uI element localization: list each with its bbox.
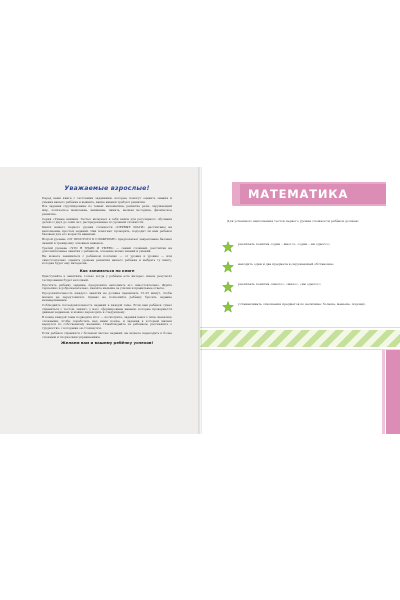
task-item	[222, 301, 372, 315]
paragraph: Соблюдайте последовательность заданий в каждой теме. Если вам ребёнок сумел справиться с тестом, значит, у него сформированы навыки, которые проверяются данным заданием, и можно переходить к следующему.	[42, 303, 172, 315]
task-text: различать понятия «один – много», «один – ни одного»;	[238, 241, 330, 246]
task-text: находить один и два предмета в окружающей обстановке;	[238, 261, 334, 266]
paragraph: Приступайте к занятиям, только когда у ребёнка есть интерес, иначе результат тестирования будет неточный.	[42, 274, 172, 282]
stripe-border-bottom	[200, 349, 400, 350]
intro-text: Для успешного выполнения тестов первого уровня сложности ребёнок должен:	[227, 219, 359, 223]
paragraph: Прочтите ребёнку задание, предложите выполнить его самостоятельно. Ждите терпеливо и доброжелательно, хвалите малыша за усилия и правильные ответы.	[42, 282, 172, 291]
task-text: устанавливать отношения предметов по величине: больше, меньше, поровну.	[238, 301, 366, 306]
pink-edge-strip	[382, 350, 385, 434]
closing-line: Желаем вам и вашему ребёнку успехов!	[60, 339, 154, 345]
task-item	[222, 241, 372, 255]
paragraph: Все задания сгруппированы по темам: математика, развитие речи, окружающий мир, логическое мышление, внимание, память, мелкая моторика, физическое развитие.	[42, 204, 172, 216]
paragraph: Серия «Умные книжки. Тесты» включает в себя книги для регулярного обучения детей от двух до семи лет, распределённые по уровням сложности.	[42, 216, 172, 225]
paragraph: Третий уровень «ЧТО Я ЗНАЮ И УМЕЮ» — самый сложный, рассчитан на дополнительные занятия с ребёнком, освоение новых знаний и умений.	[42, 245, 172, 254]
stripe-border-top	[200, 327, 400, 328]
left-page-title: Уважаемые взрослые!	[64, 185, 150, 192]
title-banner	[232, 182, 386, 206]
paragraph: В конце каждой темы подведите итог — посмотрите, задания какого типа оказались сложными, чтобы поработать над ними позже, и задания к которым малыш вернулся по собственному желанию. Понаблюдайте за ребёнком, расскажите о трудностях, с которыми он столкнулся.	[42, 315, 172, 331]
book-spine	[198, 167, 202, 434]
star-icon	[222, 281, 234, 293]
right-page	[200, 167, 400, 434]
paragraph: Вы можете заниматься с ребёнком поэтапно — от уровня к уровню — или самостоятельно оценить уровень развития вашего ребёнка и выбрать ту книгу, которая будет ему интересна.	[42, 254, 172, 266]
task-text: различать понятия «много», «мало», «ни одного»;	[238, 281, 321, 286]
paragraph: Второй уровень «ОТ ПРОСТОГО К СЛОЖНОМУ» предполагает закрепление базовых знаний и тренировку основных навыков.	[42, 237, 172, 245]
section-subtitle: Как заниматься по книге	[79, 267, 135, 273]
left-page-body	[42, 197, 172, 345]
star-icon	[222, 241, 234, 253]
decorative-stripes	[200, 330, 400, 347]
task-item	[222, 281, 372, 295]
pink-corner-block	[386, 350, 400, 434]
book-spread	[0, 167, 400, 434]
left-page	[0, 167, 200, 434]
paragraph: Перед вами книга с тестовыми заданиями, которые помогут оценить знания и умения вашего ребёнка и выявить, какие навыки требуют развития.	[42, 196, 172, 204]
paragraph: Продолжительность каждого занятия не должна превышать 15–25 минут, чтобы малыш не переутомился. Однако не позволяйте ребёнку бросать задание незавершённым.	[42, 291, 172, 303]
paragraph: Если ребёнок справился с большей частью заданий, вы можете переходить к более сложным и творческим упражнениям.	[42, 330, 172, 339]
paragraph: Книги нашего первого уровня сложности «ПЕРВЫЕ ШАГИ» рассчитаны на выполнение простых заданий. Они помогают проверить, подходит ли ваш ребёнок базовым для его возраста навыкам.	[42, 225, 172, 237]
page-title: МАТЕМАТИКА	[248, 187, 349, 201]
star-icon	[222, 301, 234, 313]
star-icon	[222, 261, 234, 273]
task-item	[222, 261, 372, 275]
